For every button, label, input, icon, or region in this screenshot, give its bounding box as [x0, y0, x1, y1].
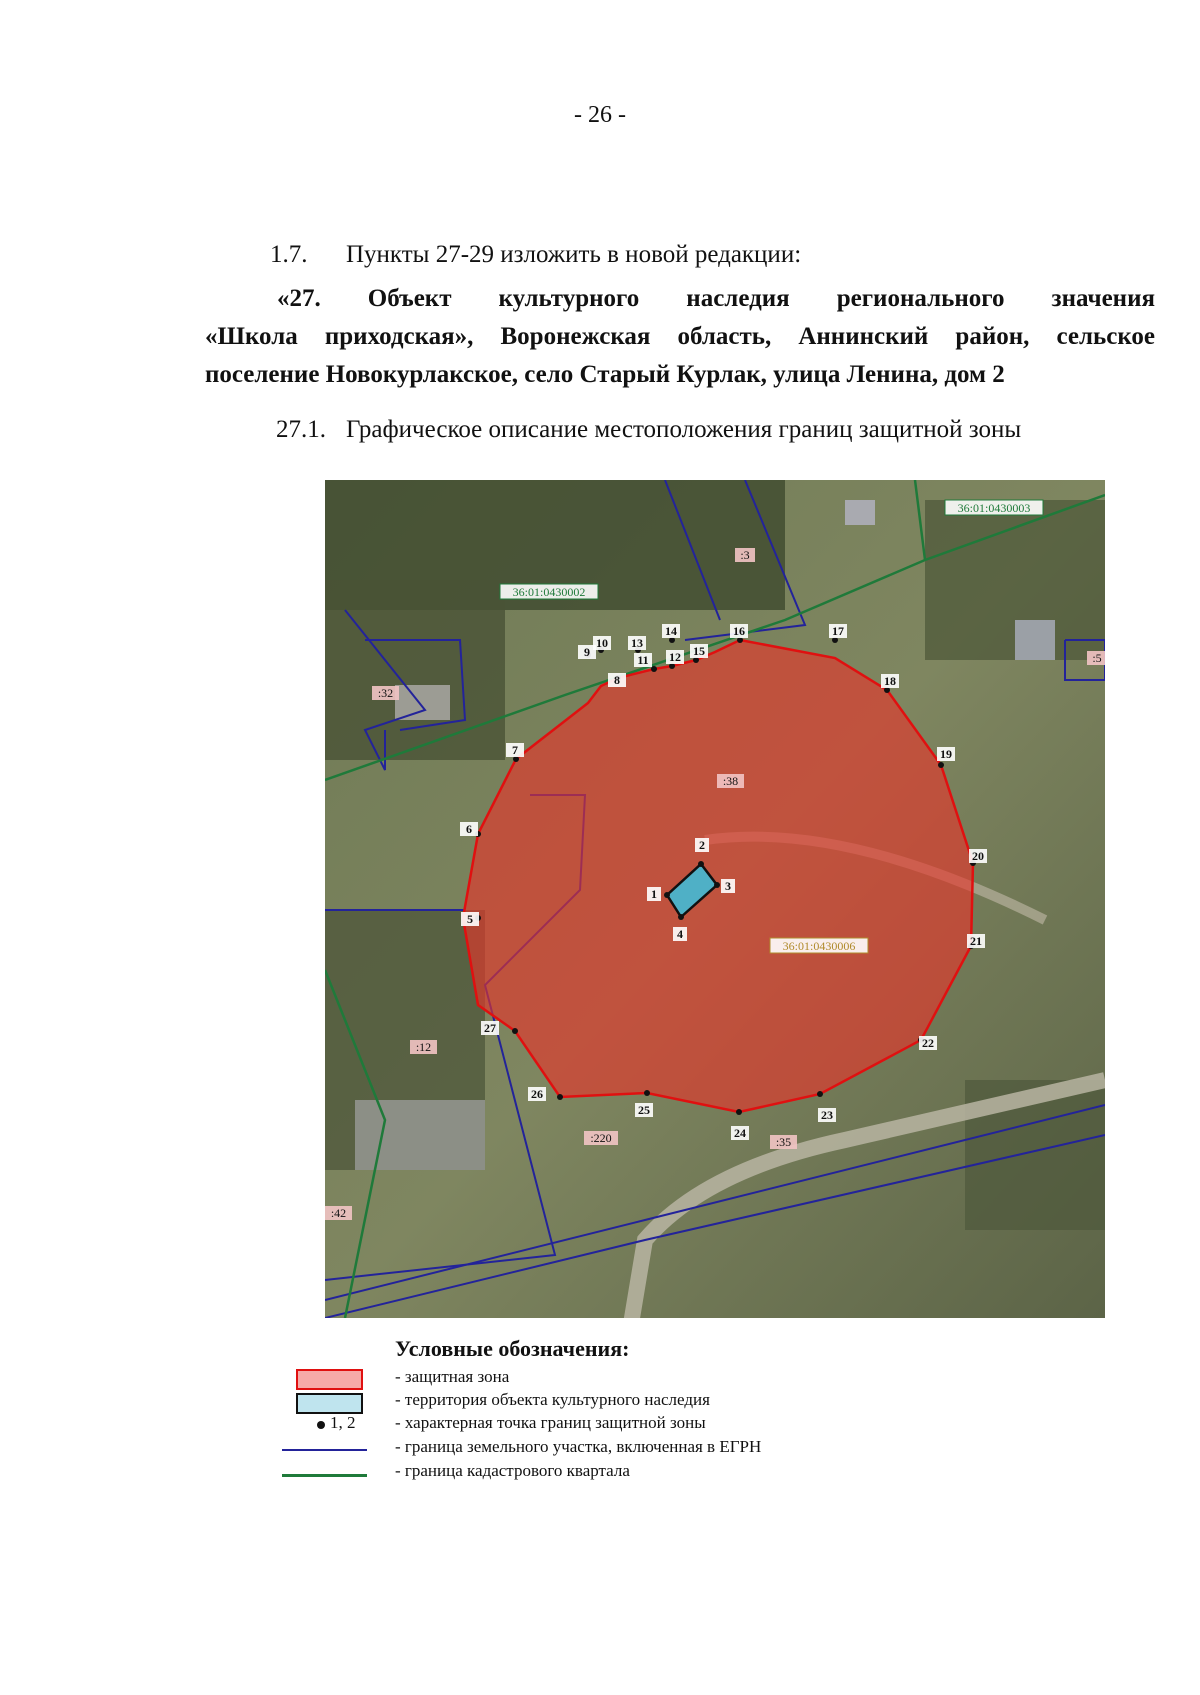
building-house-2: [845, 500, 875, 525]
zone-point-label-9: 9: [584, 645, 590, 659]
object-point-label-3: 3: [725, 879, 731, 893]
item-1-7-number: 1.7.: [270, 241, 308, 268]
zone-point-label-20: 20: [972, 849, 984, 863]
zone-point-label-16: 16: [733, 624, 745, 638]
zone-point-label-26: 26: [531, 1087, 543, 1101]
legend-item-object: - территория объекта культурного наследия: [395, 1390, 710, 1409]
page-number: - 26 -: [574, 102, 626, 128]
legend-item-parcel: - граница земельного участка, включенная в ЕГРН: [395, 1437, 762, 1456]
object-point-label-4: 4: [677, 927, 683, 941]
object-point-4: [678, 914, 684, 920]
zone-point-label-18: 18: [884, 674, 896, 688]
item-1-7-text: Пункты 27-29 изложить в новой редакции:: [346, 241, 802, 268]
heading-line-2: «Школа приходская», Воронежская область, Аннинский район, сельское: [205, 323, 1155, 350]
building-house-1: [395, 685, 450, 720]
parcel-label-4: :220: [590, 1131, 612, 1145]
legend-point-sample: 1, 2: [330, 1413, 356, 1432]
zone-point-24: [736, 1109, 742, 1115]
zone-point-label-27: 27: [484, 1021, 496, 1035]
zone-point-label-23: 23: [821, 1108, 833, 1122]
building-south: [355, 1100, 485, 1170]
zone-point-label-25: 25: [638, 1103, 650, 1117]
zone-point-label-11: 11: [637, 653, 649, 667]
building-house-3: [1015, 620, 1055, 660]
zone-point-label-22: 22: [922, 1036, 934, 1050]
parcel-label-7: :5: [1092, 651, 1102, 665]
zone-point-label-10: 10: [596, 636, 608, 650]
zone-point-label-6: 6: [466, 822, 472, 836]
legend-object-swatch: [296, 1393, 363, 1414]
legend-title: Условные обозначения:: [395, 1336, 630, 1361]
zone-point-label-14: 14: [665, 624, 677, 638]
parcel-label-0: :3: [740, 548, 750, 562]
tree-area-west: [325, 580, 505, 760]
zone-point-label-5: 5: [467, 912, 473, 926]
legend-item-zone: - защитная зона: [395, 1367, 510, 1386]
item-27-1-text: Графическое описание местоположения границ защитной зоны: [346, 416, 1022, 443]
item-27-1-number: 27.1.: [276, 416, 326, 443]
parcel-label-3: :12: [415, 1040, 432, 1054]
zone-point-19: [938, 762, 944, 768]
parcel-label-2: :38: [722, 774, 739, 788]
cadastral-label-2: 36:01:0430006: [782, 939, 856, 953]
legend-point-icon: [317, 1421, 325, 1429]
zone-point-25: [644, 1090, 650, 1096]
object-heading: [205, 280, 1155, 394]
heading-line-1: «27. Объект культурного наследия регионального значения: [277, 285, 1155, 312]
object-point-label-2: 2: [699, 838, 705, 852]
cadastral-label-1: 36:01:0430002: [512, 585, 586, 599]
zone-point-label-15: 15: [693, 644, 705, 658]
object-point-2: [698, 861, 704, 867]
zone-point-label-13: 13: [631, 636, 643, 650]
heading-line-3: поселение Новокурлакское, село Старый Курлак, улица Ленина, дом 2: [205, 361, 1005, 388]
legend-item-quarter: - граница кадастрового квартала: [395, 1461, 630, 1480]
object-point-3: [714, 882, 720, 888]
zone-point-label-21: 21: [970, 934, 982, 948]
zone-point-23: [817, 1091, 823, 1097]
protection-zone-map: [325, 480, 1105, 1318]
object-point-1: [664, 892, 670, 898]
zone-point-26: [557, 1094, 563, 1100]
object-point-label-1: 1: [651, 887, 657, 901]
legend-parcel-line: [282, 1449, 367, 1451]
parcel-label-6: :42: [330, 1206, 347, 1220]
parcel-label-1: :32: [377, 686, 394, 700]
legend-zone-swatch: [296, 1369, 363, 1390]
zone-point-label-17: 17: [832, 624, 844, 638]
zone-point-label-8: 8: [614, 673, 620, 687]
legend-item-point: - характерная точка границ защитной зоны: [395, 1413, 706, 1432]
zone-point-label-24: 24: [734, 1126, 746, 1140]
cadastral-label-0: 36:01:0430003: [957, 501, 1031, 515]
zone-point-label-19: 19: [940, 747, 952, 761]
legend-quarter-line: [282, 1474, 367, 1477]
map-image: [325, 480, 1105, 1318]
zone-point-label-12: 12: [669, 650, 681, 664]
zone-point-label-7: 7: [512, 743, 518, 757]
parcel-label-5: :35: [775, 1135, 792, 1149]
zone-point-27: [512, 1028, 518, 1034]
